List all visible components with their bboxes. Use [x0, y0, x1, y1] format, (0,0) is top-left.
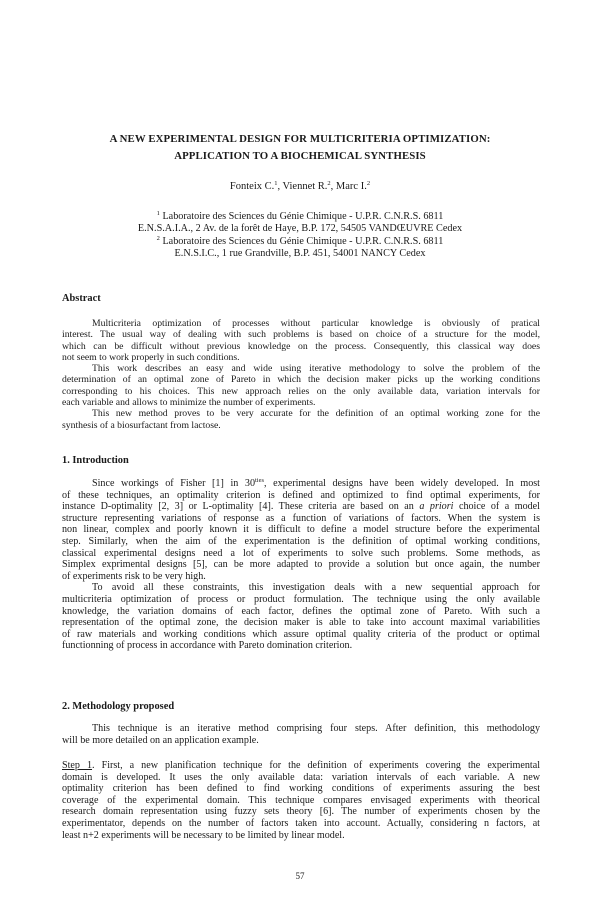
- methodology-intro: [62, 723, 540, 746]
- intro-line: of raw materials and working conditions which assure optimal quality criteria of the product or optimal: [62, 628, 540, 640]
- methodology-line: will be more detailed on an application example.: [62, 734, 259, 746]
- intro-line-1a: Since workings of Fisher [1] in 30: [92, 478, 255, 489]
- step-line: optimality criterion has been defined to find working conditions of experiments assuring the best: [62, 783, 540, 795]
- step-1-paragraph: [62, 760, 540, 841]
- affiliation-line-4: E.N.S.I.C., 1 rue Grandville, B.P. 451, 54001 NANCY Cedex: [174, 248, 426, 260]
- introduction-heading: 1. Introduction: [62, 455, 129, 466]
- intro-italic: a priori: [419, 501, 454, 513]
- author-list: [60, 181, 540, 192]
- abstract-line: Multicriteria optimization of processes without particular knowledge is obviously of pratical: [92, 318, 540, 329]
- author-3-affil: 2: [366, 180, 371, 187]
- intro-line: To avoid all these constraints, this investigation deals with a new sequential approach for: [92, 582, 540, 594]
- abstract-body: [62, 318, 540, 431]
- author-1-affil: 1: [274, 180, 278, 187]
- affiliation-2-marker: 2: [156, 234, 160, 242]
- intro-line: of these techniques, an optimality criterion is defined and optimized to find optimal experiments, for: [62, 489, 540, 501]
- abstract-line: interest. The usual way of dealing with such problems is based on choice of a structure for the model,: [62, 329, 540, 341]
- methodology-line: This technique is an iterative method comprising four steps. After definition, this methodology: [92, 723, 540, 734]
- intro-line: Simplex exprimental designs [5], can be more adapted to provide a solution but once again, the number: [62, 559, 540, 571]
- affiliation-1-marker: 1: [156, 210, 160, 217]
- affiliation-line-3: [60, 236, 540, 248]
- step-line: coverage of the experimental domain. This technique compares envisaged experiments with theorical: [62, 794, 540, 806]
- intro-line: [62, 501, 540, 513]
- affiliation-2-text: Laboratoire des Sciences du Génie Chimique - U.P.R. C.N.R.S. 6811: [159, 235, 444, 247]
- intro-sup: ties: [255, 478, 265, 484]
- author-2: , Viennet R.: [277, 181, 328, 192]
- title-line-2: APPLICATION TO A BIOCHEMICAL SYNTHESIS: [174, 150, 426, 162]
- abstract-line: which can be difficult without previous knowledge on the process. Consequently, this classical way does: [62, 340, 540, 352]
- title-line-1: A NEW EXPERIMENTAL DESIGN FOR MULTICRITERIA OPTIMIZATION:: [109, 133, 491, 145]
- abstract-line: each variable and allows to minimize the number of experiments.: [62, 397, 316, 409]
- page-number: 57: [295, 871, 305, 881]
- paper-title: [60, 131, 540, 165]
- intro-line-3b: choice of a model: [453, 501, 540, 513]
- affiliations: [60, 211, 540, 261]
- author-2-affil: 2: [327, 180, 331, 187]
- methodology-heading: 2. Methodology proposed: [62, 701, 175, 712]
- abstract-line: This new method proves to be very accurate for the definition of an optimal working zone for the: [92, 408, 540, 420]
- abstract-line: not seem to work properly in such conditions.: [62, 351, 240, 363]
- affiliation-line-1: [60, 211, 540, 223]
- intro-line: structure representing variations of response as a function of variations of factors. When the system is: [62, 512, 540, 524]
- author-3: , Marc I.: [330, 181, 367, 192]
- intro-line-3a: instance D-optimality [2, 3] or L-optimality [4]. These criteria are based on an: [62, 501, 420, 513]
- intro-line: [62, 478, 540, 490]
- intro-line: knowledge, the variation domains of each factor, defines the optimal zone of Pareto. With such a: [62, 605, 540, 617]
- step-1-label: Step 1: [62, 760, 93, 771]
- introduction-body: [62, 478, 540, 652]
- step-line: domain is developed. It uses the only available data: variation intervals of each variable. A new: [62, 771, 540, 783]
- affiliation-line-2: E.N.S.A.I.A., 2 Av. de la forêt de Haye, B.P. 172, 54505 VANDŒUVRE Cedex: [137, 223, 463, 235]
- intro-line: representation of the optimal zone, the decision maker is able to take into account maximal variabilities: [62, 617, 540, 629]
- step-line: [62, 760, 540, 772]
- intro-line: classical experimental designs need a lot of experiments to solve such problems. Some methods, as: [62, 547, 540, 559]
- intro-line: of experiments risk to be very high.: [62, 570, 206, 582]
- abstract-heading: Abstract: [62, 293, 101, 304]
- intro-line: functionning of process in accordance with Pareto domination criterion.: [62, 640, 353, 652]
- abstract-line: This work describes an easy and wide using iterative methodology to solve the problem of the: [92, 363, 540, 375]
- abstract-line: synthesis of a biosurfactant from lactose.: [62, 419, 221, 431]
- intro-line-1b: , experimental designs have been widely developed. In most: [264, 478, 540, 489]
- intro-line: non linear, complex and poorly known it is difficult to define a model structure before the experimental: [62, 524, 540, 536]
- step-line: research domain representation using fuzzy sets theory [6]. The number of experiments chosen by the: [62, 806, 540, 818]
- abstract-line: corresponding to his choices. This new approach relies on the only available data, variation intervals for: [62, 385, 540, 397]
- abstract-line: determination of an optimal zone of Pareto in which the decision maker picks up the working conditions: [62, 374, 540, 386]
- intro-line: multicriteria optimization of process or product formulation. The technique using the only available: [62, 593, 540, 605]
- step-line: experimentator, depends on the number of factors taken into account. Actually, considering n factors, at: [62, 817, 540, 829]
- intro-line: step. Similarly, when the aim of the experimentation is the definition of optimal working conditions,: [62, 535, 540, 547]
- step-line: least n+2 experiments will be necessary to be limited by linear model.: [62, 829, 345, 841]
- step-1-first-text: . First, a new planification technique for the definition of experiments covering the experimental: [92, 760, 540, 771]
- affiliation-1-text: Laboratoire des Sciences du Génie Chimique - U.P.R. C.N.R.S. 6811: [159, 211, 444, 222]
- author-1: Fonteix C.: [229, 181, 275, 192]
